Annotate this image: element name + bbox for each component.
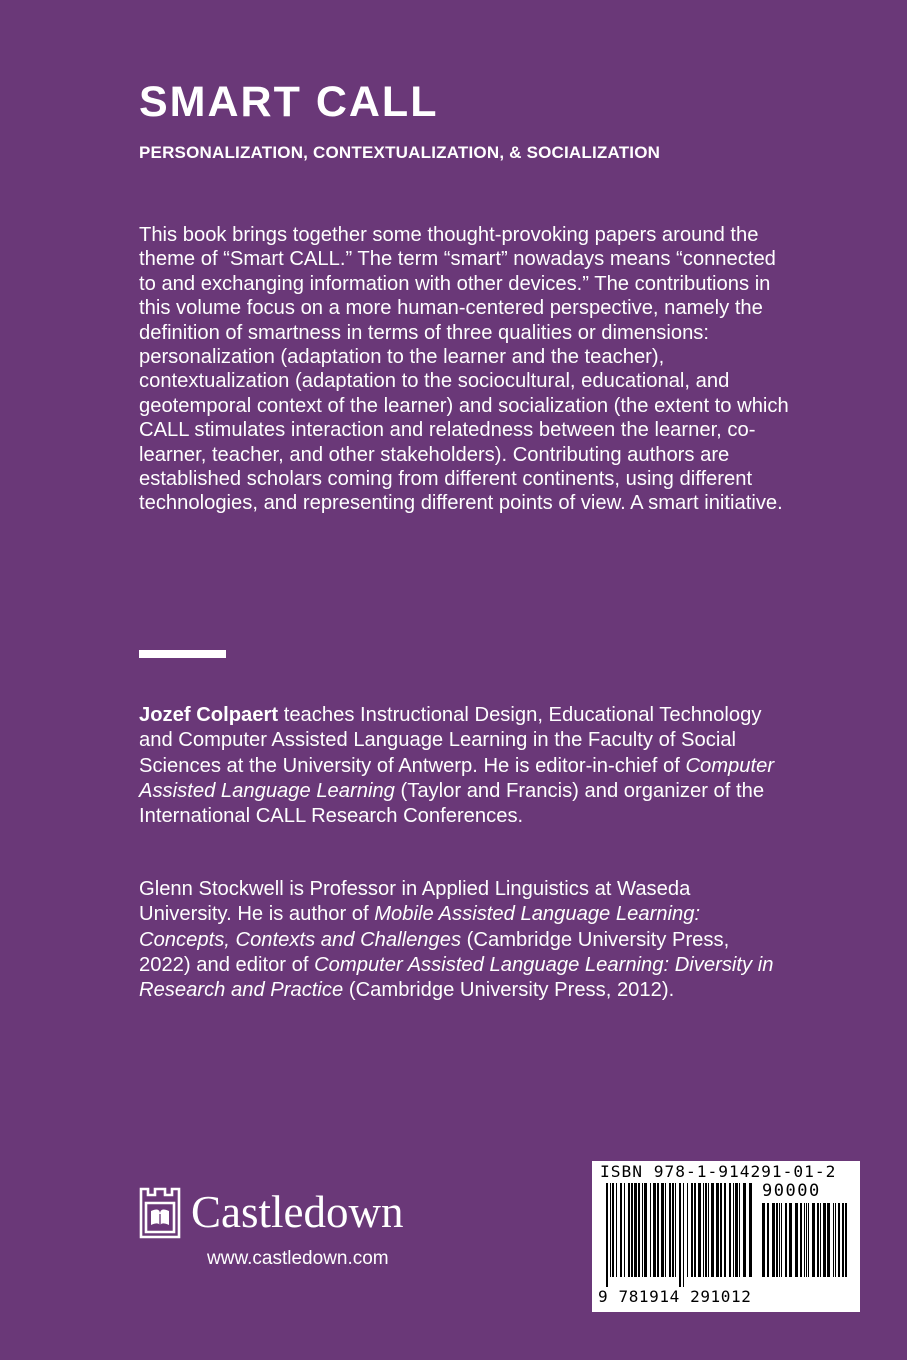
barcode-bar: [827, 1203, 830, 1277]
barcode-bar: [743, 1183, 746, 1277]
section-divider: [139, 650, 226, 658]
book-description: This book brings together some thought-provoking papers around the theme of “Smart CALL.” The term “smart” nowadays means “connected to and exchanging information with other devices.” The contributions in this volume focus on a more human-centered perspective, namely the definition of smartness in terms of three qualities or dimensions: personalization (adaptation to the learner and the teacher), contextualization (adaptation to the sociocultural, educational, and geotemporal context of the learner) and socialization (the extent to which CALL stimulates interaction and relatedness between the learner, co-learner, teacher, and other stakeholders). Contributing authors are established scholars coming from different continents, using different technologies, and representing different points of view. A smart initiative.: [139, 224, 789, 515]
bio-text: teaches Instructional Design, Educational Technology and Computer Assisted Language Learning in the Faculty of Social Sciences at the University of Antwerp. He is editor-in-chief of: [139, 704, 762, 777]
barcode-bar: [795, 1203, 798, 1277]
author-name: Glenn Stockwell: [139, 878, 284, 900]
barcode-bar: [804, 1203, 805, 1277]
barcode-bar: [724, 1183, 726, 1277]
book-title-reference: Mobile Assisted Language Learning: Concepts, Contexts and Challenges: [139, 903, 701, 951]
barcode-bar: [703, 1183, 704, 1277]
barcode-bar: [616, 1183, 617, 1277]
barcode-bar: [631, 1183, 633, 1277]
addon-barcode-bars: [762, 1203, 848, 1287]
barcode-bar: [785, 1203, 787, 1277]
barcode-bar: [672, 1183, 674, 1277]
barcode-bar: [606, 1183, 608, 1287]
barcode-bar: [612, 1183, 614, 1277]
barcode-bar: [683, 1183, 684, 1287]
barcode-bar: [644, 1183, 647, 1277]
barcode-bar: [772, 1203, 775, 1277]
barcode-bar: [838, 1203, 840, 1277]
barcode-bar: [691, 1183, 693, 1277]
author-name: Jozef Colpaert: [139, 704, 279, 726]
barcode-bar: [679, 1183, 681, 1287]
barcode-bar: [762, 1203, 765, 1277]
barcode-bar: [661, 1183, 664, 1277]
barcode-bar: [698, 1183, 701, 1277]
barcode-bar: [806, 1203, 807, 1277]
barcode-bar: [767, 1203, 769, 1277]
barcode-bar: [620, 1183, 622, 1277]
barcode-bar: [711, 1183, 714, 1277]
bio-text: (Cambridge University Press, 2012).: [343, 979, 675, 1002]
barcode-bar: [749, 1183, 752, 1277]
barcode-bar: [653, 1183, 656, 1277]
bio-text: (Taylor and Francis) and organizer of the International CALL Research Conferences.: [139, 779, 765, 828]
barcode-bar: [628, 1183, 630, 1277]
barcode-bar: [820, 1203, 821, 1277]
barcode-bar: [634, 1183, 637, 1277]
barcode-bar: [624, 1183, 625, 1277]
barcode-bar: [708, 1183, 709, 1277]
book-title-reference: Computer Assisted Language Learning: Diversity in Research and Practice: [139, 953, 774, 1002]
barcode-bar: [729, 1183, 731, 1277]
ean-digits: 9 781914 291012: [598, 1287, 752, 1306]
publisher-name: Castledown: [191, 1187, 404, 1237]
barcode-bar: [842, 1203, 844, 1277]
barcode-bar: [779, 1203, 780, 1277]
barcode-bar: [733, 1183, 734, 1277]
barcode-bar: [716, 1183, 719, 1277]
barcode-bar: [687, 1183, 688, 1277]
barcode-bar: [669, 1183, 671, 1277]
barcode-bar: [694, 1183, 696, 1277]
publisher-website[interactable]: www.castledown.com: [207, 1248, 389, 1269]
barcode-bar: [705, 1183, 707, 1277]
barcode-bar: [638, 1183, 640, 1277]
barcode-bar: [845, 1203, 847, 1277]
barcode-bar: [808, 1203, 809, 1277]
barcode-bar: [812, 1203, 815, 1277]
barcode-bar: [800, 1203, 802, 1277]
barcode-bar: [823, 1203, 826, 1277]
bio-text: (Cambridge University Press, 2022) and editor of: [139, 928, 730, 976]
barcode-bar: [665, 1183, 666, 1277]
book-subtitle: PERSONALIZATION, CONTEXTUALIZATION, & SOCIALIZATION: [139, 143, 661, 162]
barcode-bar: [833, 1203, 834, 1277]
barcode-bar: [675, 1183, 676, 1277]
bio-text: is Professor in Applied Linguistics at Waseda University. He is author of: [139, 878, 691, 926]
barcode-bar: [650, 1183, 651, 1277]
isbn-number: ISBN 978-1-914291-01-2: [600, 1162, 837, 1181]
barcode-bar: [781, 1203, 782, 1277]
barcode-bar: [817, 1203, 819, 1277]
barcode-bar: [610, 1183, 611, 1277]
castle-book-icon: [137, 1185, 183, 1239]
barcode-bar: [739, 1183, 740, 1277]
barcode-bar: [776, 1203, 778, 1277]
publisher-logo: [137, 1185, 403, 1239]
price-code: 90000: [762, 1181, 821, 1201]
barcode-bar: [835, 1203, 836, 1277]
isbn-barcode: [592, 1161, 860, 1312]
barcode-bar: [657, 1183, 659, 1277]
ean-barcode-bars: [606, 1183, 756, 1287]
barcode-bar: [789, 1203, 792, 1277]
author-bio-colpaert: [139, 703, 779, 829]
barcode-bar: [642, 1183, 643, 1277]
barcode-bar: [720, 1183, 722, 1277]
book-title: SMART CALL: [139, 78, 439, 126]
journal-title: Computer Assisted Language Learning: [139, 754, 775, 802]
barcode-bar: [735, 1183, 738, 1277]
author-bio-stockwell: [139, 877, 779, 1003]
